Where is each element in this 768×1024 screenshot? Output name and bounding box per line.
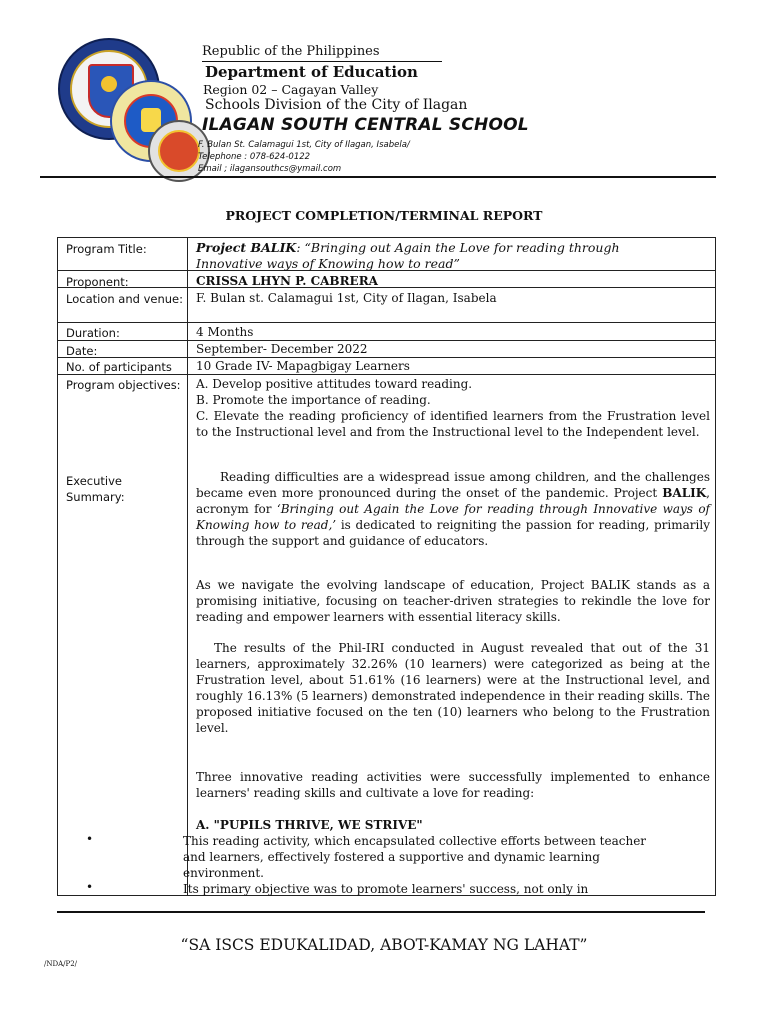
department-text: Department of Education bbox=[205, 63, 418, 81]
division-text: Schools Division of the City of Ilagan bbox=[205, 97, 468, 113]
objective-c: C. Elevate the reading proficiency of identified learners from the Frustration level to the Instructional level and from the Instructional level to the Independent level. bbox=[196, 409, 710, 439]
summary-paragraph-3: The results of the Phil-IRI conducted in August revealed that out of the 31 learners, approximately 32.26% (10 learners) were categorized as being at the Frustration level, about 51.61% (16 learners) were at the Instructional level, and roughly 16.13% (5 learners) demonstrated independence in their reading skills. The proposed initiative focused on the ten (10) learners who belong to the Frustration level. bbox=[196, 641, 710, 735]
objective-a: A. Develop positive attitudes toward reading. bbox=[196, 377, 473, 391]
activity-a-title: A. "PUPILS THRIVE, WE STRIVE" bbox=[196, 818, 423, 832]
school-telephone: Telephone : 078-624-0122 bbox=[198, 152, 311, 162]
label-date: Date: bbox=[66, 344, 98, 358]
summary-paragraph-1: Reading difficulties are a widespread issue among children, and the challenges became even more pronounced during the onset of the pandemic. Project BALIK, acronym for ‘Bringing out Again the Love for reading through Innovative ways of Knowing how to read,’ is dedicated to reigniting the passion for reading, primarily through the support and guidance of educators. bbox=[196, 470, 710, 548]
activity-a-bullet-1: This reading activity, which encapsulated collective efforts between teacher and learners, effectively fostered a supportive and dynamic learning environment. bbox=[183, 834, 647, 880]
program-title-line-1: : “Bringing out Again the Love for reading through bbox=[296, 240, 620, 255]
header-divider bbox=[40, 176, 716, 178]
participants-value: 10 Grade IV- Mapagbigay Learners bbox=[196, 359, 410, 373]
footer-divider bbox=[57, 911, 705, 913]
school-address: F. Bulan St. Calamagui 1st, City of Ilagan, Isabela/ bbox=[198, 140, 410, 150]
activity-a-bullet-2: Its primary objective was to promote learners' success, not only in bbox=[183, 882, 589, 896]
bullet-dot: • bbox=[86, 832, 94, 846]
republic-text: Republic of the Philippines bbox=[202, 44, 380, 59]
label-program-title: Program Title: bbox=[66, 242, 147, 256]
school-name: ILAGAN SOUTH CENTRAL SCHOOL bbox=[202, 115, 529, 135]
objective-b: B. Promote the importance of reading. bbox=[196, 393, 431, 407]
summary-paragraph-4: Three innovative reading activities were successfully implemented to enhance learners' reading skills and cultivate a love for reading: bbox=[196, 770, 710, 800]
program-title-value bbox=[196, 240, 710, 272]
row-divider bbox=[58, 322, 715, 323]
summary-paragraph-2: As we navigate the evolving landscape of education, Project BALIK stands as a promising initiative, focusing on teacher-driven strategies to rekindle the love for reading and empower learners with essential literacy skills. bbox=[196, 578, 710, 624]
republic-underline bbox=[202, 61, 442, 62]
label-duration: Duration: bbox=[66, 326, 120, 340]
label-executive-summary: Executive Summary: bbox=[66, 474, 125, 504]
bullet-dot: • bbox=[86, 880, 94, 894]
program-name: Project BALIK bbox=[196, 240, 297, 255]
column-divider bbox=[187, 238, 188, 895]
location-value: F. Bulan st. Calamagui 1st, City of Ilagan, Isabela bbox=[196, 291, 497, 305]
proponent-value: CRISSA LHYN P. CABRERA bbox=[196, 274, 378, 288]
date-value: September- December 2022 bbox=[196, 342, 368, 356]
school-email: Email ; ilagansouthcs@ymail.com bbox=[198, 164, 342, 174]
report-table bbox=[57, 237, 716, 896]
label-objectives: Program objectives: bbox=[66, 378, 181, 392]
school-motto: “SA ISCS EDUKALIDAD, ABOT-KAMAY NG LAHAT” bbox=[180, 936, 588, 954]
document-code: /NDA/P2/ bbox=[44, 960, 78, 968]
duration-value: 4 Months bbox=[196, 325, 254, 339]
document-title: PROJECT COMPLETION/TERMINAL REPORT bbox=[225, 208, 543, 223]
label-participants: No. of participants bbox=[66, 360, 172, 374]
seal-sun bbox=[101, 76, 117, 92]
label-location: Location and venue: bbox=[66, 292, 183, 306]
program-title-line-2: Innovative ways of Knowing how to read” bbox=[196, 256, 460, 271]
region-text: Region 02 – Cagayan Valley bbox=[203, 82, 379, 97]
label-proponent: Proponent: bbox=[66, 275, 129, 289]
